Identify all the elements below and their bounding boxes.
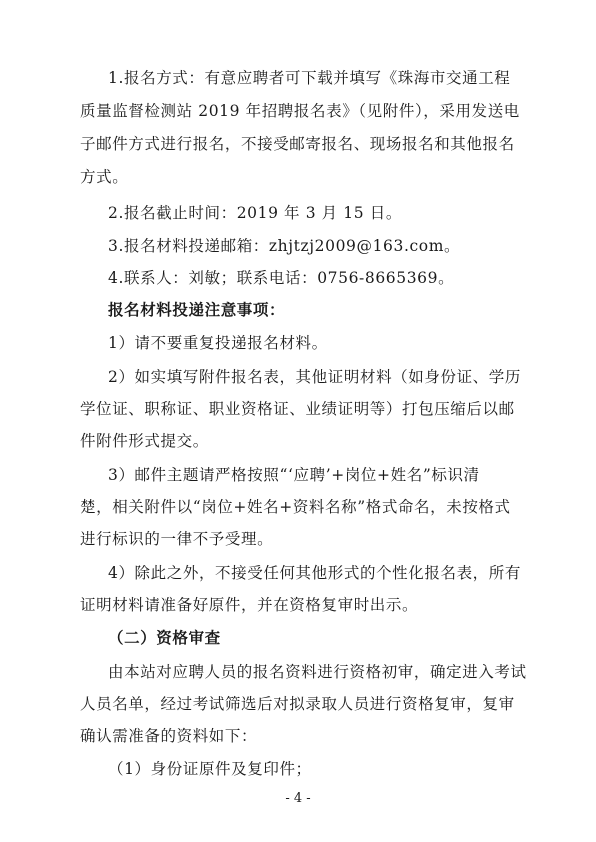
text-line: 件附件形式提交。 bbox=[80, 432, 209, 450]
text-line: 楚，相关附件以“岗位+姓名+资料名称”格式命名，未按格式 bbox=[80, 498, 511, 516]
text-line: 3）邮件主题请严格按照“‘应聘’+岗位+姓名”标识清 bbox=[108, 466, 480, 484]
text-line: 学位证、职称证、职业资格证、业绩证明等）打包压缩后以邮 bbox=[80, 400, 515, 418]
text-line: 4.联系人：刘敏；联系电话：0756-8665369。 bbox=[108, 269, 455, 287]
section-heading: 报名材料投递注意事项： bbox=[108, 300, 286, 319]
text-line: 确认需准备的资料如下： bbox=[80, 727, 258, 745]
text-line: 方式。 bbox=[80, 168, 129, 186]
text-line: 人员名单，经过考试筛选后对拟录取人员进行资格复审，复审 bbox=[80, 695, 515, 713]
text-line: 子邮件方式进行报名，不接受邮寄报名、现场报名和其他报名 bbox=[80, 135, 515, 153]
text-line: 质量监督检测站 2019 年招聘报名表》（见附件），采用发送电 bbox=[80, 102, 520, 120]
text-line: 4）除此之外，不接受任何其他形式的个性化报名表，所有 bbox=[108, 564, 521, 582]
text-line: （1）身份证原件及复印件； bbox=[108, 760, 312, 778]
text-line: 2）如实填写附件报名表，其他证明材料（如身份证、学历 bbox=[108, 368, 521, 386]
page-number: - 4 - bbox=[285, 791, 311, 806]
text-line: 1.报名方式：有意应聘者可下载并填写《珠海市交通工程 bbox=[108, 69, 511, 87]
section-heading: （二）资格审查 bbox=[108, 628, 221, 647]
text-line: 3.报名材料投递邮箱：zhjtzj2009@163.com。 bbox=[108, 237, 461, 255]
text-line: 证明材料请准备好原件，并在资格复审时出示。 bbox=[80, 596, 419, 614]
text-line: 由本站对应聘人员的报名资料进行资格初审，确定进入考试 bbox=[108, 663, 527, 681]
text-line: 2.报名截止时间：2019 年 3 月 15 日。 bbox=[108, 204, 402, 222]
text-line: 1）请不要重复投递报名材料。 bbox=[108, 334, 328, 352]
text-line: 进行标识的一律不予受理。 bbox=[80, 530, 274, 548]
